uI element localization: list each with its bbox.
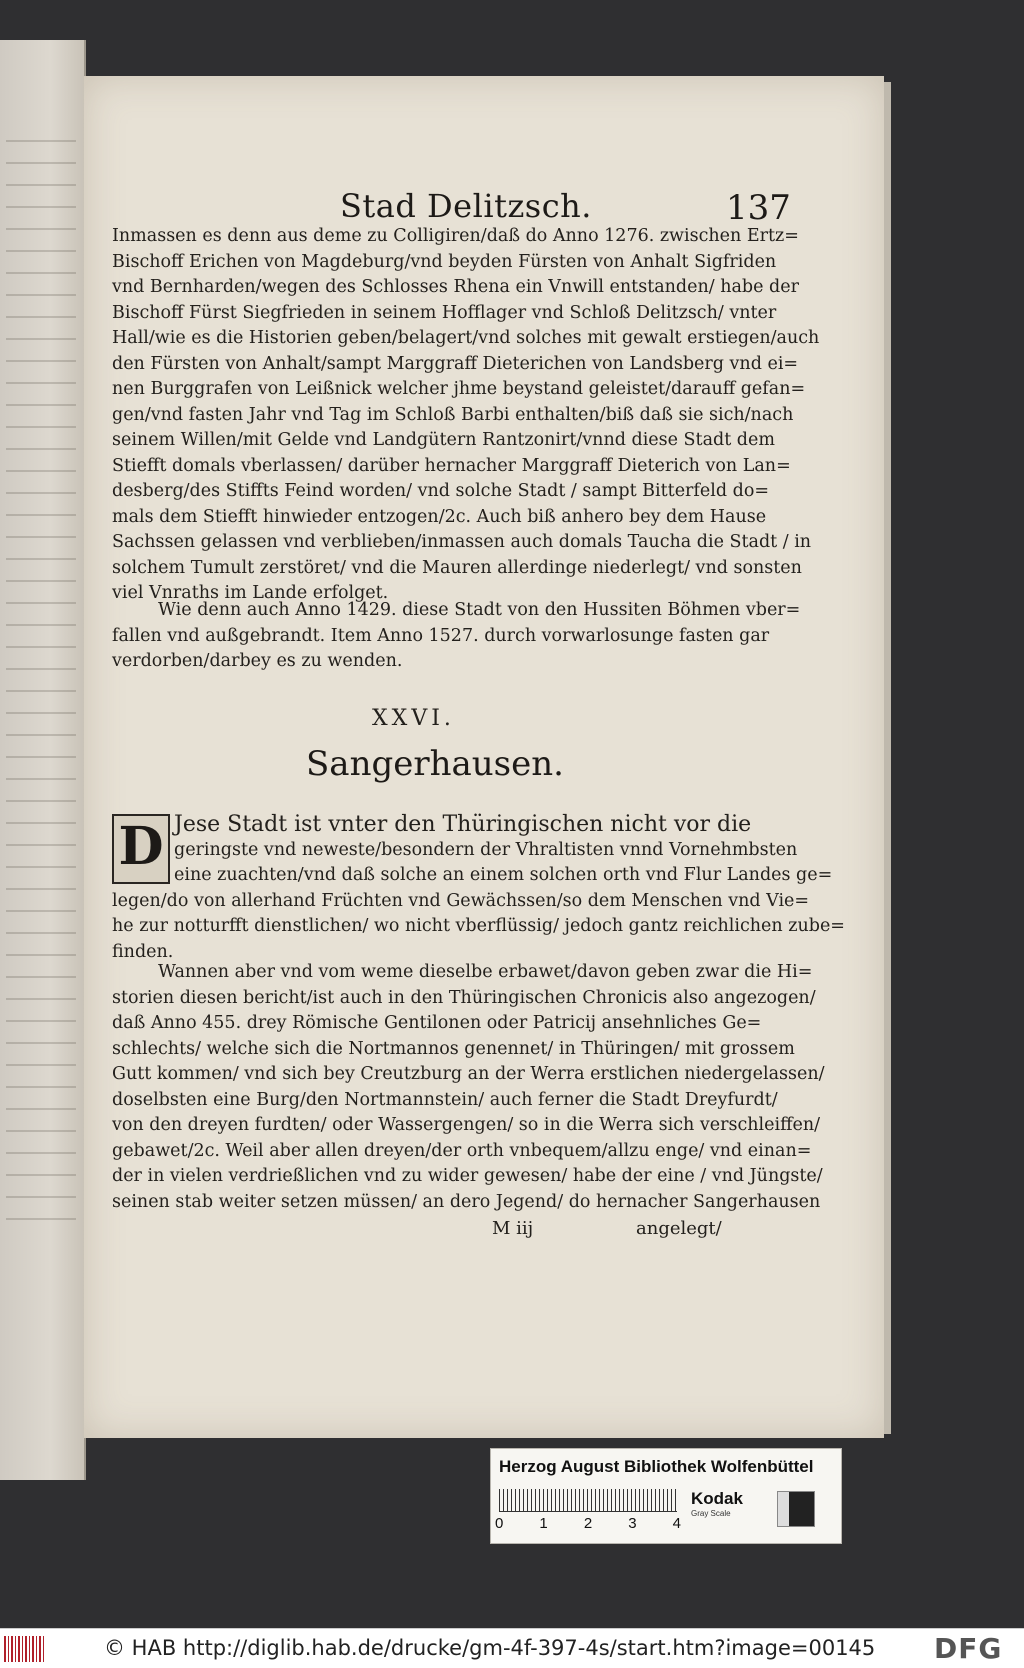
footer-bar xyxy=(0,1628,1024,1668)
text-line: Hall/wie es die Historien geben/belagert/vnd solches mit gewalt erstiegen/auch xyxy=(112,328,820,348)
text-line: der in vielen verdrießlichen vnd zu wider gewesen/ habe der eine / vnd Jüngste/ xyxy=(112,1166,823,1186)
copyright-link[interactable]: © HAB http://diglib.hab.de/drucke/gm-4f-397-4s/start.htm?image=00145 xyxy=(104,1636,876,1660)
scale-ruler xyxy=(499,1489,677,1512)
text-line: den Fürsten von Anhalt/sampt Marggraff Dieterichen von Landsberg vnd ei= xyxy=(112,353,799,374)
text-line: seinem Willen/mit Gelde vnd Landgütern Rantzonirt/vnnd diese Stadt dem xyxy=(112,430,775,450)
text-line: eine zuachten/vnd daß solche an einem solchen orth vnd Flur Landes ge= xyxy=(174,865,833,885)
ruler-number: 4 xyxy=(672,1515,681,1532)
text-line: viel Vnraths im Lande erfolget. xyxy=(112,583,389,603)
gray-scale-label: Gray Scale xyxy=(691,1509,731,1518)
text-line: geringste vnd neweste/besondern der Vhraltisten vnnd Vornehmbsten xyxy=(174,839,798,860)
text-line: vnd Bernharden/wegen des Schlosses Rhena ein Vnwill entstanden/ habe der xyxy=(112,277,799,297)
text-line: mals dem Stiefft hinwieder entzogen/2c. Auch biß anhero bey dem Hause xyxy=(112,506,767,527)
text-line: Stiefft domals vberlassen/ darüber hernacher Marggraff Dieterich von Lan= xyxy=(112,455,791,476)
text-line: finden. xyxy=(112,941,174,962)
running-head: Stad Delitzsch. xyxy=(340,187,592,225)
text-line: doselbsten eine Burg/den Nortmannstein/ auch ferner die Stadt Dreyfurdt/ xyxy=(112,1089,778,1110)
text-line: storien diesen bericht/ist auch in den Thüringischen Chronicis also angezogen/ xyxy=(112,987,816,1008)
previous-page-edge xyxy=(0,40,86,1480)
signature-mark: M iij xyxy=(492,1218,534,1239)
color-target-card xyxy=(490,1448,842,1544)
gray-swatch xyxy=(777,1491,815,1527)
text-line: he zur notturfft dienstlichen/ wo nicht vberflüssig/ jedoch gantz reichlichen zube= xyxy=(112,916,845,936)
text-line: Jese Stadt ist vnter den Thüringischen nicht vor die xyxy=(174,812,752,837)
text-line: Gutt kommen/ vnd sich bey Creutzburg an der Werra erstlichen niedergelassen/ xyxy=(112,1064,825,1084)
chapter-number: XXVI. xyxy=(372,706,455,731)
text-line: von den dreyen furdten/ oder Wassergengen/ so in die Werra sich verschleiffen/ xyxy=(112,1115,821,1135)
catchword: angelegt/ xyxy=(636,1218,722,1239)
text-line: Sachssen gelassen vnd verblieben/inmassen auch domals Taucha die Stadt / in xyxy=(112,532,812,552)
text-line: schlechts/ welche sich die Nortmannos genennet/ in Thüringen/ mit grossem xyxy=(112,1038,795,1059)
text-line: Bischoff Fürst Siegfrieden in seinem Hofflager vnd Schloß Delitzsch/ vnter xyxy=(112,302,777,323)
text-line: legen/do von allerhand Früchten vnd Gewächssen/so dem Menschen vnd Vie= xyxy=(112,890,810,911)
text-line: Wie denn auch Anno 1429. diese Stadt von den Hussiten Böhmen vber= xyxy=(158,600,801,620)
barcode-icon xyxy=(4,1636,46,1662)
text-line: gebawet/2c. Weil aber allen dreyen/der orth vnbequem/allzu enge/ vnd einan= xyxy=(112,1140,812,1161)
text-line: solchem Tumult zerstöret/ vnd die Mauren allerdinge niederlegt/ vnd sonsten xyxy=(112,557,802,578)
page-number: 137 xyxy=(726,188,791,228)
decorated-initial: D xyxy=(112,814,170,884)
text-line: Bischoff Erichen von Magdeburg/vnd beyden Fürsten von Anhalt Sigfriden xyxy=(112,251,777,272)
ruler-number: 1 xyxy=(539,1515,548,1532)
text-line: Wannen aber vnd vom weme dieselbe erbawet/davon geben zwar die Hi= xyxy=(158,962,813,982)
text-line: seinen stab weiter setzen müssen/ an dero Jegend/ do hernacher Sangerhausen xyxy=(112,1191,821,1212)
text-line: gen/vnd fasten Jahr vnd Tag im Schloß Barbi enthalten/biß daß sie sich/nach xyxy=(112,404,794,425)
text-line: desberg/des Stiffts Feind worden/ vnd solche Stadt / sampt Bitterfeld do= xyxy=(112,481,770,501)
kodak-brand: Kodak xyxy=(691,1489,743,1508)
paragraph-4 xyxy=(112,960,825,1215)
page-edge-shadow xyxy=(884,82,891,1434)
text-line: nen Burggrafen von Leißnick welcher jhme beystand geleistet/darauff gefan= xyxy=(112,379,806,399)
ruler-number: 3 xyxy=(628,1515,637,1532)
chapter-title: Sangerhausen. xyxy=(306,744,564,784)
text-line: verdorben/darbey es zu wenden. xyxy=(112,651,403,671)
dfg-logo: DFG xyxy=(934,1632,1003,1665)
paragraph-1 xyxy=(112,224,820,607)
text-line: Inmassen es denn aus deme zu Colligiren/daß do Anno 1276. zwischen Ertz= xyxy=(112,226,799,246)
ruler-number: 2 xyxy=(583,1515,593,1532)
ruler-numbers xyxy=(495,1515,681,1532)
paragraph-2 xyxy=(112,598,801,675)
paragraph-3 xyxy=(112,812,845,965)
library-name: Herzog August Bibliothek Wolfenbüttel xyxy=(499,1457,814,1476)
text-line: fallen vnd außgebrandt. Item Anno 1527. durch vorwarlosunge fasten gar xyxy=(112,625,770,646)
ruler-number: 0 xyxy=(495,1515,504,1532)
text-line: daß Anno 455. drey Römische Gentilonen oder Patricij ansehnliches Ge= xyxy=(112,1013,762,1033)
bleed-through-text xyxy=(6,140,76,1240)
